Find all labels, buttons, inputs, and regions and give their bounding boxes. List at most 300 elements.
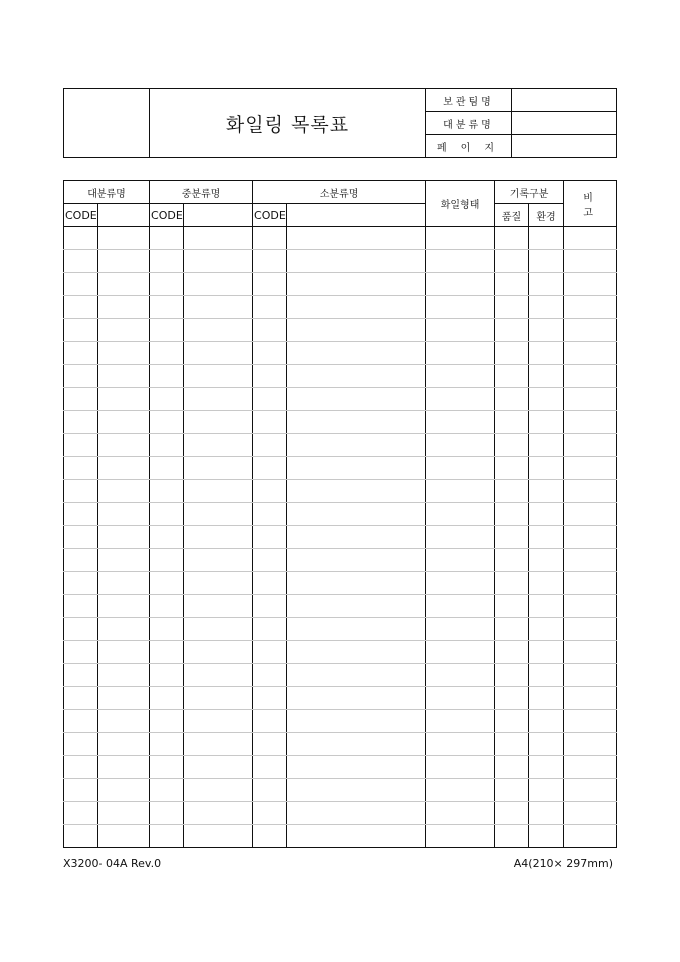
table-cell[interactable]	[495, 526, 529, 549]
table-cell[interactable]	[529, 250, 564, 273]
table-cell[interactable]	[287, 296, 426, 319]
table-cell[interactable]	[184, 296, 253, 319]
table-row	[64, 342, 617, 365]
table-cell[interactable]	[495, 664, 529, 687]
table-row	[64, 273, 617, 296]
table-cell[interactable]	[495, 457, 529, 480]
table-row	[64, 618, 617, 641]
table-cell[interactable]	[184, 227, 253, 250]
table-cell[interactable]	[150, 825, 184, 848]
table-cell[interactable]	[529, 388, 564, 411]
table-cell[interactable]	[564, 802, 617, 825]
table-cell[interactable]	[495, 296, 529, 319]
table-cell[interactable]	[184, 342, 253, 365]
table-cell[interactable]	[253, 618, 287, 641]
col-middle-code: CODE	[150, 204, 184, 227]
table-cell[interactable]	[184, 641, 253, 664]
table-cell[interactable]	[184, 756, 253, 779]
table-cell[interactable]	[564, 572, 617, 595]
table-cell[interactable]	[426, 779, 495, 802]
table-cell[interactable]	[64, 549, 98, 572]
table-cell[interactable]	[426, 526, 495, 549]
table-cell[interactable]	[64, 779, 98, 802]
table-cell[interactable]	[495, 641, 529, 664]
table-cell[interactable]	[253, 802, 287, 825]
table-cell[interactable]	[98, 319, 150, 342]
table-cell[interactable]	[98, 273, 150, 296]
table-cell[interactable]	[495, 503, 529, 526]
table-cell[interactable]	[64, 687, 98, 710]
table-row	[64, 388, 617, 411]
table-cell[interactable]	[529, 825, 564, 848]
table-cell[interactable]	[495, 802, 529, 825]
table-cell[interactable]	[426, 480, 495, 503]
table-cell[interactable]	[495, 779, 529, 802]
table-cell[interactable]	[495, 365, 529, 388]
table-cell[interactable]	[287, 319, 426, 342]
table-cell[interactable]	[529, 802, 564, 825]
table-cell[interactable]	[253, 825, 287, 848]
table-cell[interactable]	[564, 618, 617, 641]
table-cell[interactable]	[564, 503, 617, 526]
table-cell[interactable]	[287, 434, 426, 457]
table-cell[interactable]	[98, 687, 150, 710]
header-table	[63, 88, 617, 158]
table-cell[interactable]	[98, 641, 150, 664]
table-cell[interactable]	[253, 710, 287, 733]
table-cell[interactable]	[426, 595, 495, 618]
table-cell[interactable]	[426, 319, 495, 342]
table-cell[interactable]	[184, 273, 253, 296]
table-cell[interactable]	[287, 595, 426, 618]
table-cell[interactable]	[426, 825, 495, 848]
table-cell[interactable]	[564, 342, 617, 365]
table-cell[interactable]	[426, 365, 495, 388]
table-cell[interactable]	[426, 756, 495, 779]
table-cell[interactable]	[495, 733, 529, 756]
table-cell[interactable]	[98, 779, 150, 802]
table-cell[interactable]	[150, 434, 184, 457]
table-cell[interactable]	[150, 733, 184, 756]
table-cell[interactable]	[184, 687, 253, 710]
table-cell[interactable]	[64, 250, 98, 273]
table-cell[interactable]	[564, 319, 617, 342]
table-cell[interactable]	[150, 388, 184, 411]
table-cell[interactable]	[564, 273, 617, 296]
table-cell[interactable]	[150, 526, 184, 549]
table-cell[interactable]	[287, 802, 426, 825]
table-cell[interactable]	[150, 779, 184, 802]
table-cell[interactable]	[98, 526, 150, 549]
table-cell[interactable]	[184, 618, 253, 641]
table-cell[interactable]	[64, 388, 98, 411]
table-cell[interactable]	[495, 756, 529, 779]
table-cell[interactable]	[287, 572, 426, 595]
table-cell[interactable]	[287, 664, 426, 687]
table-cell[interactable]	[529, 733, 564, 756]
table-cell[interactable]	[529, 756, 564, 779]
table-cell[interactable]	[287, 227, 426, 250]
table-cell[interactable]	[98, 618, 150, 641]
table-cell[interactable]	[287, 411, 426, 434]
table-cell[interactable]	[253, 411, 287, 434]
table-cell[interactable]	[184, 503, 253, 526]
table-cell[interactable]	[184, 664, 253, 687]
table-cell[interactable]	[184, 733, 253, 756]
table-cell[interactable]	[98, 733, 150, 756]
table-cell[interactable]	[495, 227, 529, 250]
table-cell[interactable]	[529, 480, 564, 503]
table-row	[64, 756, 617, 779]
table-cell[interactable]	[495, 618, 529, 641]
table-cell[interactable]	[253, 664, 287, 687]
table-cell[interactable]	[184, 388, 253, 411]
table-cell[interactable]	[184, 526, 253, 549]
table-cell[interactable]	[287, 687, 426, 710]
table-cell[interactable]	[287, 250, 426, 273]
table-row	[64, 503, 617, 526]
table-cell[interactable]	[64, 457, 98, 480]
table-cell[interactable]	[184, 411, 253, 434]
table-cell[interactable]	[98, 825, 150, 848]
table-cell[interactable]	[184, 779, 253, 802]
table-row	[64, 319, 617, 342]
table-cell[interactable]	[98, 595, 150, 618]
table-cell[interactable]	[564, 480, 617, 503]
table-cell[interactable]	[98, 434, 150, 457]
table-cell[interactable]	[150, 802, 184, 825]
table-cell[interactable]	[287, 733, 426, 756]
table-cell[interactable]	[64, 825, 98, 848]
table-cell[interactable]	[253, 457, 287, 480]
table-cell[interactable]	[426, 273, 495, 296]
table-cell[interactable]	[150, 549, 184, 572]
table-cell[interactable]	[184, 572, 253, 595]
table-cell[interactable]	[529, 618, 564, 641]
table-cell[interactable]	[495, 250, 529, 273]
table-cell[interactable]	[253, 549, 287, 572]
table-cell[interactable]	[98, 342, 150, 365]
table-cell[interactable]	[287, 342, 426, 365]
table-cell[interactable]	[253, 319, 287, 342]
table-cell[interactable]	[150, 296, 184, 319]
table-cell[interactable]	[64, 733, 98, 756]
table-cell[interactable]	[98, 664, 150, 687]
table-cell[interactable]	[495, 687, 529, 710]
table-cell[interactable]	[184, 434, 253, 457]
table-cell[interactable]	[426, 618, 495, 641]
table-cell[interactable]	[564, 434, 617, 457]
table-cell[interactable]	[98, 572, 150, 595]
table-cell[interactable]	[64, 618, 98, 641]
table-cell[interactable]	[495, 434, 529, 457]
table-cell[interactable]	[150, 365, 184, 388]
table-cell[interactable]	[529, 365, 564, 388]
table-cell[interactable]	[253, 733, 287, 756]
table-cell[interactable]	[495, 388, 529, 411]
table-cell[interactable]	[184, 365, 253, 388]
table-cell[interactable]	[64, 503, 98, 526]
table-cell[interactable]	[98, 480, 150, 503]
table-cell[interactable]	[529, 457, 564, 480]
table-cell[interactable]	[253, 388, 287, 411]
table-cell[interactable]	[253, 641, 287, 664]
table-cell[interactable]	[253, 779, 287, 802]
table-cell[interactable]	[98, 549, 150, 572]
table-cell[interactable]	[529, 227, 564, 250]
table-cell[interactable]	[98, 296, 150, 319]
table-cell[interactable]	[529, 319, 564, 342]
table-row	[64, 825, 617, 848]
field-value-page[interactable]	[512, 135, 617, 158]
page-title: 화일링 목록표	[150, 89, 426, 158]
table-cell[interactable]	[287, 779, 426, 802]
table-cell[interactable]	[287, 641, 426, 664]
table-cell[interactable]	[426, 687, 495, 710]
table-cell[interactable]	[529, 503, 564, 526]
table-cell[interactable]	[529, 572, 564, 595]
table-cell[interactable]	[184, 595, 253, 618]
table-cell[interactable]	[184, 549, 253, 572]
table-cell[interactable]	[287, 503, 426, 526]
table-cell[interactable]	[150, 411, 184, 434]
table-cell[interactable]	[64, 710, 98, 733]
table-cell[interactable]	[150, 572, 184, 595]
table-row	[64, 664, 617, 687]
table-cell[interactable]	[529, 526, 564, 549]
field-label-page: 페이지	[426, 135, 512, 158]
table-cell[interactable]	[184, 480, 253, 503]
table-cell[interactable]	[150, 618, 184, 641]
table-cell[interactable]	[564, 227, 617, 250]
table-cell[interactable]	[64, 756, 98, 779]
table-cell[interactable]	[495, 572, 529, 595]
table-cell[interactable]	[64, 434, 98, 457]
table-row	[64, 411, 617, 434]
table-cell[interactable]	[64, 273, 98, 296]
table-cell[interactable]	[287, 756, 426, 779]
table-cell[interactable]	[495, 595, 529, 618]
table-cell[interactable]	[150, 710, 184, 733]
table-cell[interactable]	[64, 319, 98, 342]
table-cell[interactable]	[253, 227, 287, 250]
table-cell[interactable]	[98, 227, 150, 250]
table-cell[interactable]	[426, 503, 495, 526]
table-cell[interactable]	[98, 411, 150, 434]
table-cell[interactable]	[495, 549, 529, 572]
col-major-name	[98, 204, 150, 227]
table-cell[interactable]	[253, 572, 287, 595]
table-cell[interactable]	[64, 342, 98, 365]
table-cell[interactable]	[287, 365, 426, 388]
table-cell[interactable]	[495, 825, 529, 848]
table-cell[interactable]	[287, 618, 426, 641]
table-cell[interactable]	[287, 526, 426, 549]
table-cell[interactable]	[564, 388, 617, 411]
table-cell[interactable]	[529, 779, 564, 802]
table-cell[interactable]	[64, 664, 98, 687]
table-cell[interactable]	[426, 342, 495, 365]
table-cell[interactable]	[287, 480, 426, 503]
table-cell[interactable]	[529, 549, 564, 572]
table-cell[interactable]	[564, 825, 617, 848]
table-cell[interactable]	[564, 250, 617, 273]
table-cell[interactable]	[426, 572, 495, 595]
table-cell[interactable]	[253, 687, 287, 710]
table-cell[interactable]	[287, 273, 426, 296]
table-cell[interactable]	[426, 664, 495, 687]
table-cell[interactable]	[529, 687, 564, 710]
table-cell[interactable]	[564, 595, 617, 618]
table-cell[interactable]	[150, 342, 184, 365]
table-cell[interactable]	[426, 802, 495, 825]
table-cell[interactable]	[495, 342, 529, 365]
table-cell[interactable]	[253, 296, 287, 319]
field-label-major-category: 대분류명	[426, 112, 512, 135]
header-blank-cell	[64, 89, 150, 158]
table-cell[interactable]	[98, 503, 150, 526]
table-cell[interactable]	[426, 411, 495, 434]
table-cell[interactable]	[564, 641, 617, 664]
table-cell[interactable]	[150, 319, 184, 342]
table-cell[interactable]	[98, 250, 150, 273]
table-cell[interactable]	[564, 710, 617, 733]
table-cell[interactable]	[287, 825, 426, 848]
col-environment: 환경	[529, 204, 564, 227]
table-cell[interactable]	[253, 365, 287, 388]
table-cell[interactable]	[287, 549, 426, 572]
table-cell[interactable]	[564, 664, 617, 687]
table-cell[interactable]	[184, 250, 253, 273]
col-remarks: 비고	[564, 181, 617, 227]
table-cell[interactable]	[495, 710, 529, 733]
table-cell[interactable]	[150, 480, 184, 503]
table-row	[64, 572, 617, 595]
table-cell[interactable]	[253, 480, 287, 503]
table-cell[interactable]	[426, 710, 495, 733]
table-cell[interactable]	[564, 296, 617, 319]
table-row	[64, 296, 617, 319]
table-cell[interactable]	[64, 572, 98, 595]
table-cell[interactable]	[564, 457, 617, 480]
table-cell[interactable]	[253, 526, 287, 549]
table-cell[interactable]	[253, 503, 287, 526]
table-row	[64, 802, 617, 825]
field-value-team[interactable]	[512, 89, 617, 112]
table-cell[interactable]	[426, 733, 495, 756]
table-cell[interactable]	[64, 296, 98, 319]
table-cell[interactable]	[64, 480, 98, 503]
table-cell[interactable]	[564, 411, 617, 434]
table-cell[interactable]	[150, 250, 184, 273]
table-cell[interactable]	[564, 526, 617, 549]
table-cell[interactable]	[64, 411, 98, 434]
table-cell[interactable]	[287, 388, 426, 411]
table-cell[interactable]	[495, 411, 529, 434]
col-quality: 품질	[495, 204, 529, 227]
table-cell[interactable]	[426, 549, 495, 572]
table-cell[interactable]	[150, 756, 184, 779]
table-cell[interactable]	[184, 457, 253, 480]
table-cell[interactable]	[184, 825, 253, 848]
table-cell[interactable]	[426, 641, 495, 664]
table-cell[interactable]	[150, 457, 184, 480]
table-cell[interactable]	[529, 273, 564, 296]
table-cell[interactable]	[495, 273, 529, 296]
table-cell[interactable]	[426, 388, 495, 411]
table-cell[interactable]	[426, 457, 495, 480]
table-cell[interactable]	[564, 365, 617, 388]
table-cell[interactable]	[150, 503, 184, 526]
table-cell[interactable]	[564, 779, 617, 802]
table-cell[interactable]	[287, 710, 426, 733]
table-row	[64, 365, 617, 388]
table-cell[interactable]	[564, 733, 617, 756]
table-cell[interactable]	[529, 434, 564, 457]
table-cell[interactable]	[495, 480, 529, 503]
table-cell[interactable]	[150, 664, 184, 687]
table-row	[64, 457, 617, 480]
table-cell[interactable]	[64, 802, 98, 825]
table-cell[interactable]	[426, 434, 495, 457]
table-cell[interactable]	[98, 388, 150, 411]
table-cell[interactable]	[64, 641, 98, 664]
table-cell[interactable]	[564, 687, 617, 710]
table-cell[interactable]	[150, 687, 184, 710]
table-cell[interactable]	[184, 710, 253, 733]
table-cell[interactable]	[253, 756, 287, 779]
table-cell[interactable]	[426, 296, 495, 319]
table-cell[interactable]	[184, 319, 253, 342]
table-cell[interactable]	[64, 227, 98, 250]
table-cell[interactable]	[253, 273, 287, 296]
table-cell[interactable]	[98, 710, 150, 733]
table-cell[interactable]	[150, 641, 184, 664]
table-cell[interactable]	[426, 227, 495, 250]
table-cell[interactable]	[495, 319, 529, 342]
table-cell[interactable]	[529, 411, 564, 434]
table-cell[interactable]	[98, 756, 150, 779]
table-cell[interactable]	[150, 273, 184, 296]
table-cell[interactable]	[253, 342, 287, 365]
table-cell[interactable]	[529, 664, 564, 687]
table-cell[interactable]	[529, 710, 564, 733]
table-cell[interactable]	[98, 457, 150, 480]
col-record-type: 기록구분	[495, 181, 564, 204]
table-cell[interactable]	[529, 641, 564, 664]
table-cell[interactable]	[529, 342, 564, 365]
table-cell[interactable]	[529, 296, 564, 319]
table-cell[interactable]	[150, 595, 184, 618]
table-cell[interactable]	[184, 802, 253, 825]
col-major-category: 대분류명	[64, 181, 150, 204]
table-cell[interactable]	[426, 250, 495, 273]
table-cell[interactable]	[529, 595, 564, 618]
table-cell[interactable]	[64, 595, 98, 618]
table-cell[interactable]	[253, 434, 287, 457]
table-cell[interactable]	[287, 457, 426, 480]
table-cell[interactable]	[253, 595, 287, 618]
table-cell[interactable]	[64, 365, 98, 388]
table-cell[interactable]	[64, 526, 98, 549]
table-cell[interactable]	[98, 365, 150, 388]
table-cell[interactable]	[253, 250, 287, 273]
field-value-major-category[interactable]	[512, 112, 617, 135]
table-cell[interactable]	[150, 227, 184, 250]
table-cell[interactable]	[564, 549, 617, 572]
table-cell[interactable]	[98, 802, 150, 825]
table-cell[interactable]	[564, 756, 617, 779]
